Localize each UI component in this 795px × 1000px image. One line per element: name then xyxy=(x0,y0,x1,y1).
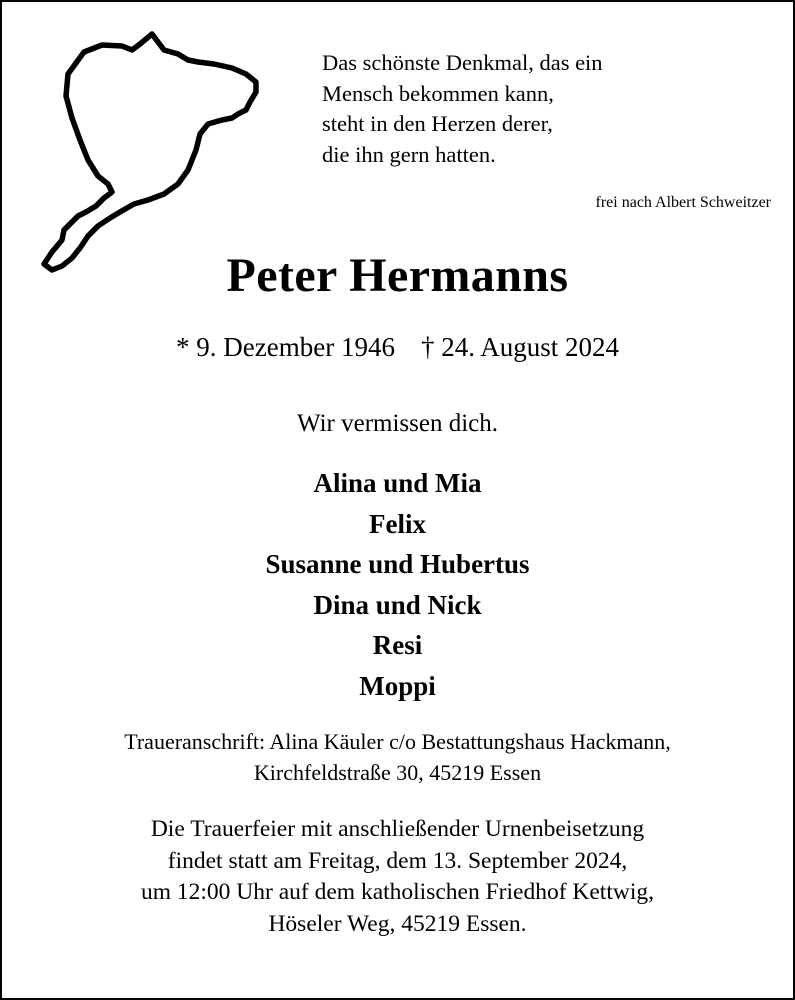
quote-line: Das schönste Denkmal, das ein xyxy=(322,50,603,75)
mourner-name: Dina und Nick xyxy=(313,589,482,620)
condolence-address xyxy=(2,726,793,788)
quote-line: die ihn gern hatten. xyxy=(322,141,496,167)
memorial-quote xyxy=(322,48,603,170)
mourner-name: Alina und Mia xyxy=(313,468,482,498)
ceremony-line: findet statt am Freitag, dem 13. September 2024, xyxy=(167,847,628,874)
mourner-name: Resi xyxy=(372,630,423,660)
mourner-name: Felix xyxy=(369,508,426,539)
ceremony-line: um 12:00 Uhr auf dem katholischen Friedhof Kettwig, xyxy=(141,879,654,905)
farewell-message: Wir vermissen dich. xyxy=(296,410,499,437)
ceremony-line: Die Trauerfeier mit anschließender Urnenbeisetzung xyxy=(150,816,645,842)
mourner-name: Susanne und Hubertus xyxy=(265,549,530,579)
quote-attribution: frei nach Albert Schweitzer xyxy=(595,194,771,211)
mourners-list xyxy=(2,463,793,706)
quote-line: steht in den Herzen derer, xyxy=(322,111,553,136)
quote-line: Mensch bekommen kann, xyxy=(322,80,554,106)
death-date: † 24. August 2024 xyxy=(420,332,619,362)
mourner-name: Moppi xyxy=(359,670,436,701)
life-dates xyxy=(2,332,793,363)
birth-date: * 9. Dezember 1946 xyxy=(176,332,395,362)
funeral-ceremony-info xyxy=(2,814,793,940)
address-line: Traueranschrift: Alina Käuler c/o Bestattungshaus Hackmann, xyxy=(124,729,671,754)
ceremony-line: Höseler Weg, 45219 Essen. xyxy=(268,910,527,937)
deceased-name: Peter Hermanns xyxy=(226,249,569,302)
address-line: Kirchfeldstraße 30, 45219 Essen xyxy=(253,760,542,785)
